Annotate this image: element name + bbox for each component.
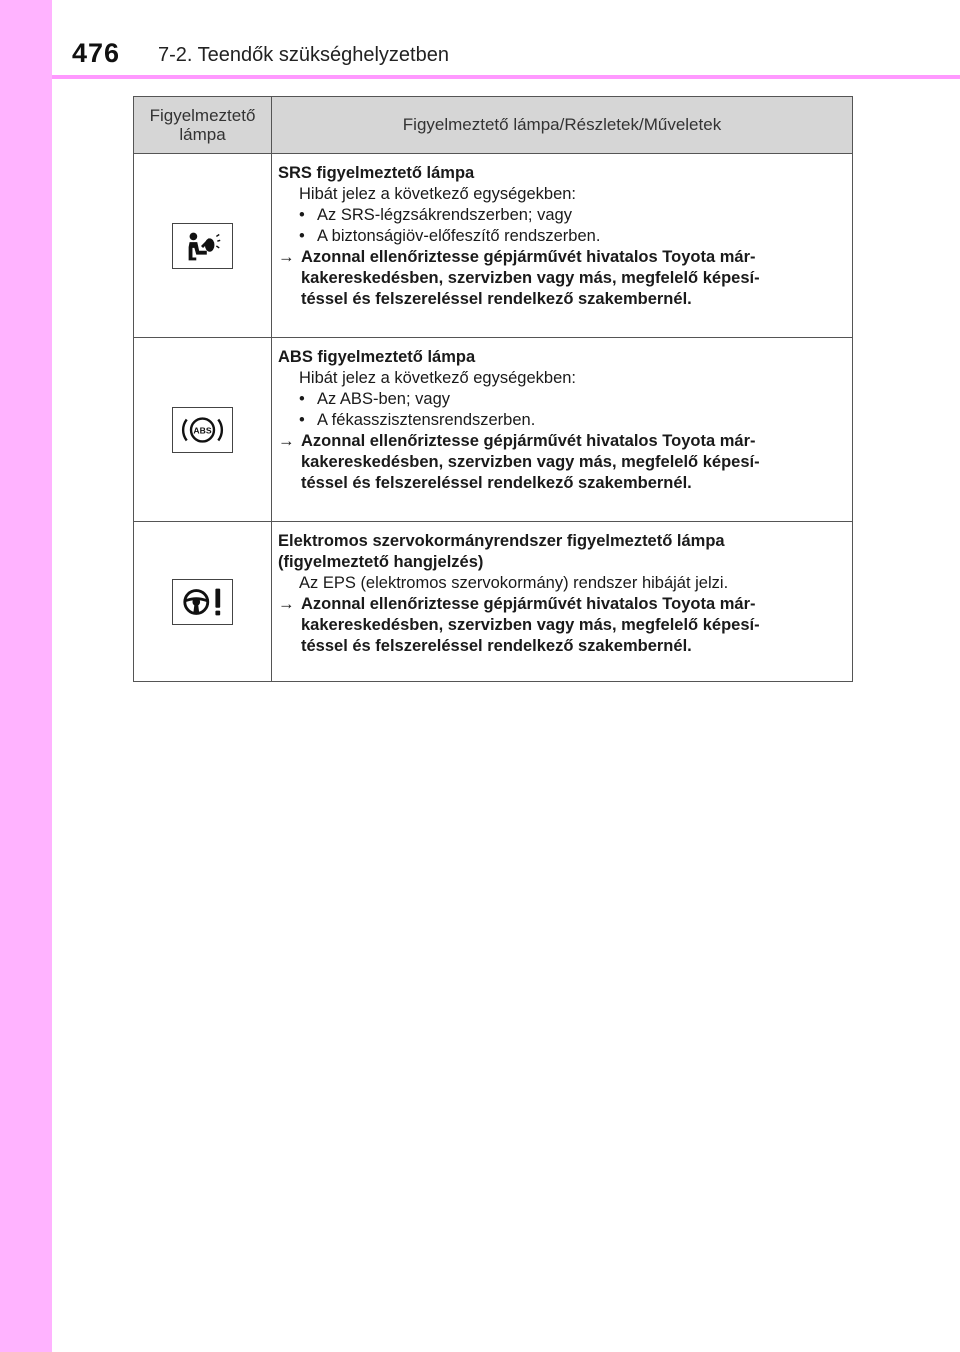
warning-lamp-table xyxy=(133,96,853,682)
icon-cell xyxy=(134,522,272,682)
icon-cell xyxy=(134,338,272,522)
airbag-warning-icon xyxy=(172,223,233,269)
action-line: téssel és felszereléssel rendelkező szakembernél. xyxy=(301,290,692,308)
bullet-item: • Az ABS-ben; vagy xyxy=(299,390,450,408)
bullet-item: • A biztonságiöv-előfeszítő rendszerben. xyxy=(299,227,601,245)
lamp-title: SRS figyelmeztető lámpa xyxy=(278,164,475,182)
action-instruction xyxy=(278,431,842,494)
lamp-title-line: Elektromos szervokormányrendszer figyelmeztető lámpa xyxy=(278,532,725,550)
lamp-description: Hibát jelez a következő egységekben: xyxy=(299,369,577,387)
bullet-item: • Az SRS-légzsákrendszerben; vagy xyxy=(299,206,572,224)
arrow-icon: → xyxy=(278,432,295,450)
action-line: Azonnal ellenőriztesse gépjárművét hivatalos Toyota már- xyxy=(301,595,756,613)
header-details: Figyelmeztető lámpa/Részletek/Műveletek xyxy=(272,97,853,154)
action-line: téssel és felszereléssel rendelkező szakembernél. xyxy=(301,637,692,655)
details-cell xyxy=(272,338,853,522)
action-line: Azonnal ellenőriztesse gépjárművét hivatalos Toyota már- xyxy=(301,248,756,266)
bullet-text: Az SRS-légzsákrendszerben; vagy xyxy=(317,206,572,224)
details-cell xyxy=(272,154,853,338)
bullet-item: • A fékasszisztensrendszerben. xyxy=(299,411,536,429)
action-line: téssel és felszereléssel rendelkező szakembernél. xyxy=(301,474,692,492)
arrow-icon: → xyxy=(278,248,295,266)
lamp-title: ABS figyelmeztető lámpa xyxy=(278,348,476,366)
action-line: kakereskedésben, szervizben vagy más, megfelelő képesí- xyxy=(301,616,760,634)
lamp-title xyxy=(278,531,842,573)
header-lamp xyxy=(134,97,272,154)
action-instruction xyxy=(278,247,842,310)
table-row xyxy=(134,338,853,522)
arrow-icon: → xyxy=(278,595,295,613)
action-instruction xyxy=(278,594,842,657)
abs-icon-text: ABS xyxy=(193,424,212,435)
details-cell xyxy=(272,522,853,682)
bullet-text: Az ABS-ben; vagy xyxy=(317,390,450,408)
abs-warning-icon xyxy=(172,407,233,453)
lamp-title-line: (figyelmeztető hangjelzés) xyxy=(278,553,484,571)
side-color-strip xyxy=(0,0,52,1352)
lamp-description: Hibát jelez a következő egységekben: xyxy=(299,185,577,203)
action-line: kakereskedésben, szervizben vagy más, megfelelő képesí- xyxy=(301,453,760,471)
header-lamp-line2: lámpa xyxy=(179,125,226,144)
table-row xyxy=(134,522,853,682)
table-row xyxy=(134,154,853,338)
icon-cell xyxy=(134,154,272,338)
bullet-text: A biztonságiöv-előfeszítő rendszerben. xyxy=(317,227,601,245)
header-lamp-line1: Figyelmeztető xyxy=(149,106,256,125)
lamp-description: Az EPS (elektromos szervokormány) rendszer hibáját jelzi. xyxy=(299,574,729,592)
section-title: 7-2. Teendők szükséghelyzetben xyxy=(158,44,449,66)
page-number: 476 xyxy=(72,38,121,68)
eps-warning-icon xyxy=(172,579,233,625)
header-rule xyxy=(52,75,960,79)
bullet-text: A fékasszisztensrendszerben. xyxy=(317,411,536,429)
action-line: kakereskedésben, szervizben vagy más, megfelelő képesí- xyxy=(301,269,760,287)
action-line: Azonnal ellenőriztesse gépjárművét hivatalos Toyota már- xyxy=(301,432,756,450)
table-header-row xyxy=(134,97,853,154)
